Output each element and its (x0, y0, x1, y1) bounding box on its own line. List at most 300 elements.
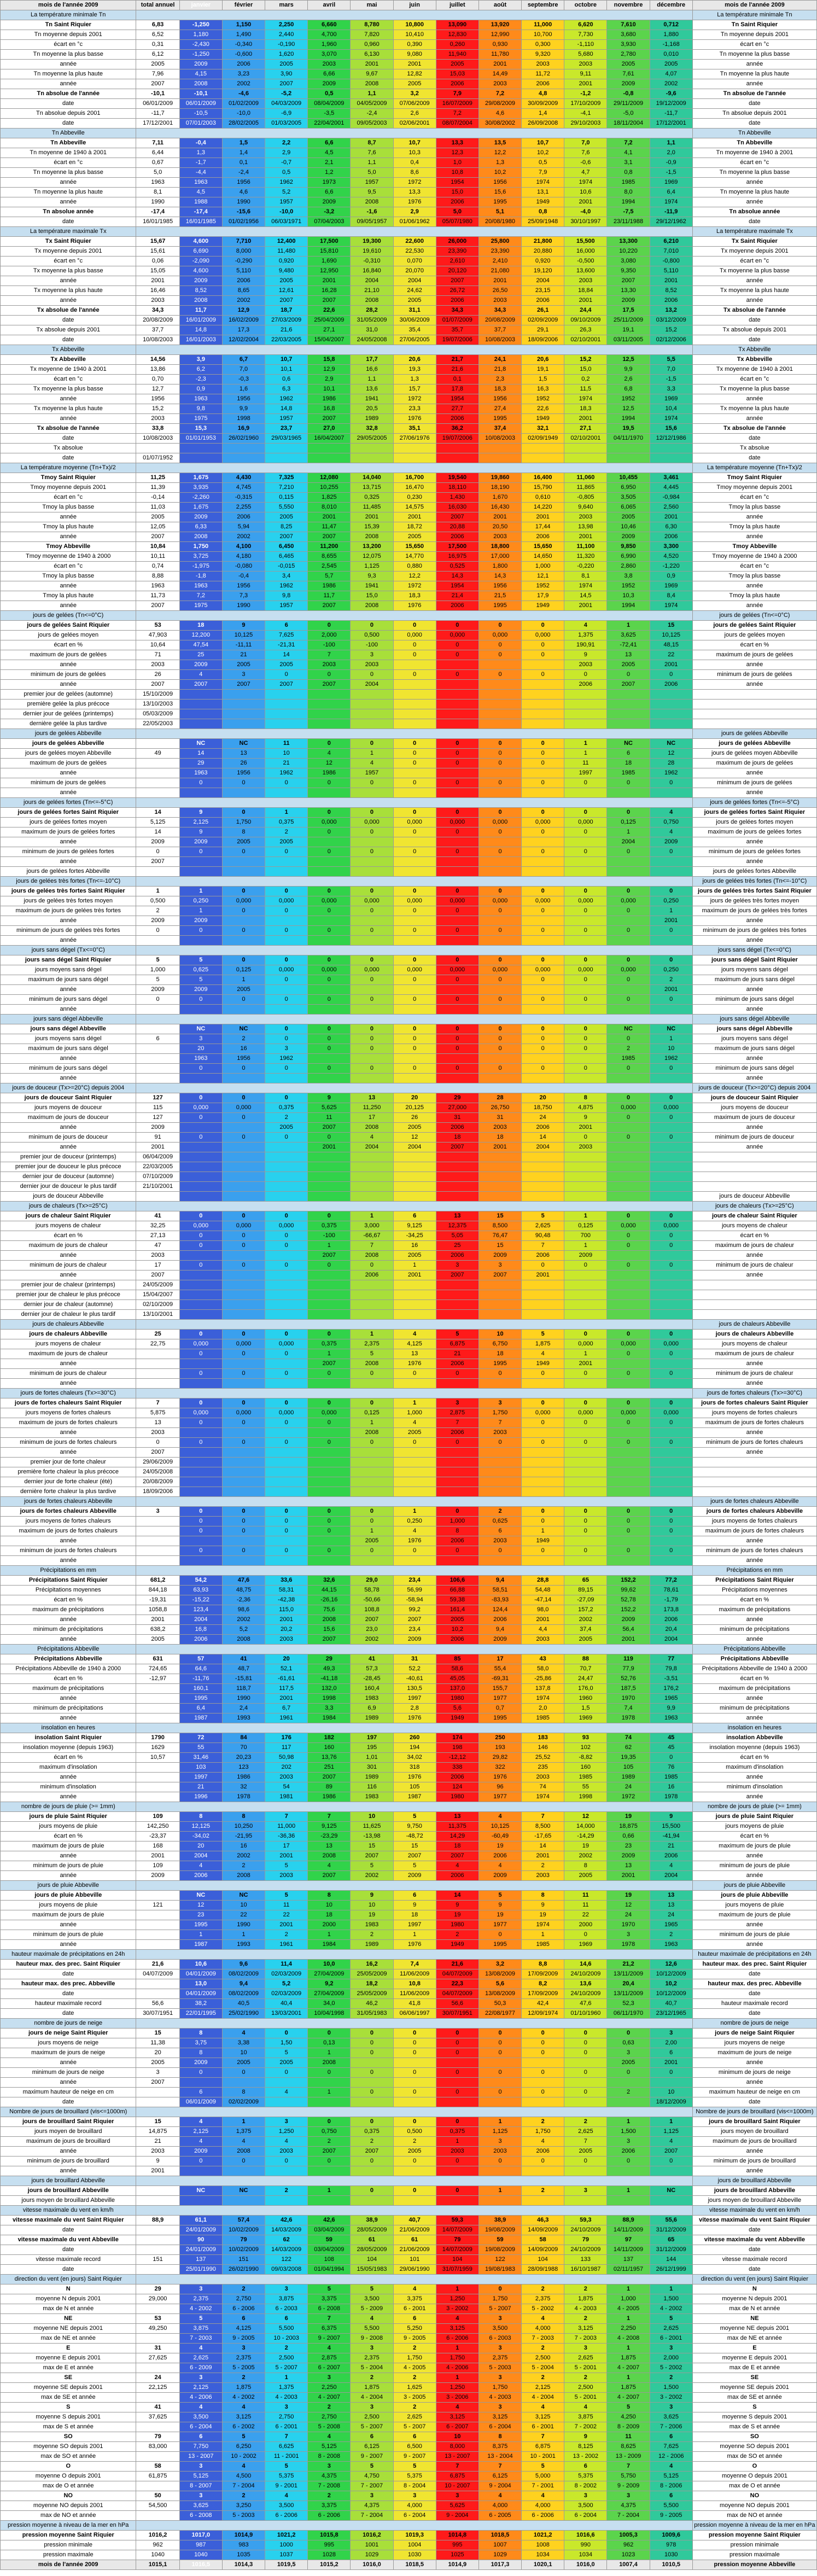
month-value: -2,260 (179, 493, 222, 503)
month-value: 1975 (179, 414, 222, 424)
month-value: 2 (393, 2344, 436, 2353)
section-fill (136, 463, 692, 473)
month-value: -50,66 (351, 1595, 393, 1605)
month-value: 41 (222, 1654, 265, 1664)
month-value: 74 (607, 1733, 650, 1743)
month-value: 5,94 (222, 522, 265, 532)
month-value: 0,2 (564, 375, 607, 384)
month-value (351, 690, 393, 700)
row-label-right: NE (692, 2314, 816, 2324)
row-label: jours moyens de pluie (1, 1822, 136, 1832)
month-value: 2005 (393, 532, 436, 542)
month-value: 0,000 (179, 1103, 222, 1113)
row-label-right: vitesse maximale du vent Saint Riquier (692, 2216, 816, 2225)
month-value (564, 2058, 607, 2068)
row-label-right: date (692, 2245, 816, 2255)
month-value: 1,620 (265, 50, 308, 60)
month-value: 2002 (222, 79, 265, 89)
month-value (478, 700, 521, 709)
month-value: 4 - 2002 (179, 2304, 222, 2314)
month-value: 6 (478, 1526, 521, 1536)
month-value (478, 1487, 521, 1497)
table-row (1, 1861, 817, 1871)
section-title-right: jours sans dégel (Tx<=0°C) (692, 946, 816, 955)
month-value (265, 1074, 308, 1083)
month-value: 8 (179, 2048, 222, 2058)
month-value: 105 (607, 1763, 650, 1773)
month-value (607, 1536, 650, 1546)
month-value: 0 (265, 2068, 308, 2078)
month-value: 0,000 (179, 1408, 222, 1418)
row-total: 10,84 (136, 542, 179, 552)
section-title: Nombre de jours de brouillard (vis<=1000m) (1, 2107, 136, 2117)
month-value: 2006 (650, 1851, 692, 1861)
month-value (607, 1448, 650, 1458)
month-value: 2,8 (393, 1704, 436, 1714)
month-value: 0 (436, 2117, 478, 2127)
table-row (1, 1261, 817, 1270)
month-value: 0 (436, 847, 478, 857)
row-total: 49 (136, 749, 179, 759)
month-value: 16,8 (179, 1625, 222, 1635)
month-value: 15,6 (308, 1625, 351, 1635)
month-value: 5 (393, 1861, 436, 1871)
month-value: 16/07/2009 (436, 99, 478, 109)
row-total: 109 (136, 1812, 179, 1822)
month-value: 0 (393, 2088, 436, 2097)
table-row (1, 2540, 817, 2550)
table-row (1, 2304, 817, 2314)
row-label: jours de chaleurs Abbeville (1, 1330, 136, 1339)
month-value: 1017,0 (179, 2531, 222, 2540)
month-value: 0 (222, 2068, 265, 2078)
month-value (478, 788, 521, 798)
month-value: 0 (564, 2157, 607, 2166)
month-value: 15 (351, 1841, 393, 1851)
month-value: 0 (351, 847, 393, 857)
month-value: 0,000 (650, 1103, 692, 1113)
row-total (136, 1773, 179, 1782)
month-value (607, 2166, 650, 2176)
section-title: Tn Abbeville (1, 129, 136, 138)
month-value: 10 (650, 1044, 692, 1054)
month-value: 11,250 (351, 1103, 393, 1113)
month-value: 176,0 (564, 1684, 607, 1694)
month-value: 1997 (564, 768, 607, 778)
month-value: 77 (650, 1654, 692, 1664)
month-value: 1977 (478, 1792, 521, 1802)
row-total: 41 (136, 2403, 179, 2412)
month-value: 0 (478, 975, 521, 985)
month-value (607, 985, 650, 995)
month-value: 7,2 (436, 109, 478, 119)
month-value: 17,8 (436, 384, 478, 394)
month-value (351, 1182, 393, 1192)
month-value: 0 (308, 1546, 351, 1556)
month-value: 4 (265, 2088, 308, 2097)
month-value: 0 (308, 621, 351, 631)
table-row (1, 2255, 817, 2265)
month-value (522, 1379, 564, 1389)
month-value: 0 (393, 887, 436, 896)
month-value: 0 (351, 1024, 393, 1034)
row-total: 0 (136, 847, 179, 857)
row-total: -19,31 (136, 1595, 179, 1605)
table-row (1, 1143, 817, 1152)
month-value (393, 1074, 436, 1083)
month-value: 12,82 (393, 69, 436, 79)
month-value: 1,825 (308, 493, 351, 503)
row-total: 0,500 (136, 896, 179, 906)
month-value: 15,39 (351, 522, 393, 532)
month-value: 2 (522, 2344, 564, 2353)
month-value: 20 (522, 1093, 564, 1103)
month-value: 1037 (265, 2550, 308, 2560)
table-row (1, 522, 817, 532)
month-value: 24 (607, 1782, 650, 1792)
row-total (136, 768, 179, 778)
row-label: maximum de jours de gelées fortes (1, 827, 136, 837)
month-value: 21,7 (436, 355, 478, 365)
month-value: 01/10/1960 (564, 2009, 607, 2019)
month-value (265, 1428, 308, 1438)
row-total (136, 1024, 179, 1034)
row-label-right: année (692, 768, 816, 778)
row-label-right: jours de douceur Saint Riquier (692, 1093, 816, 1103)
month-value (564, 1379, 607, 1389)
month-value (308, 985, 351, 995)
month-value: 29 (308, 1654, 351, 1664)
month-value: 0 (650, 1398, 692, 1408)
month-value: 8 - 2004 (393, 2481, 436, 2491)
month-value: 62 (607, 1743, 650, 1753)
month-value: 24,4 (564, 306, 607, 316)
month-value: 23/12/1965 (650, 2009, 692, 2019)
section-title-right: nombre de jours de neige (692, 2019, 816, 2029)
month-value (179, 444, 222, 453)
month-value: 3 (607, 2048, 650, 2058)
month-value: 1023 (607, 2550, 650, 2560)
row-total: 11,38 (136, 2038, 179, 2048)
month-value: 35,7 (436, 325, 478, 335)
row-label: dernière forte chaleur la plus tardive (1, 1487, 136, 1497)
table-row (1, 1034, 817, 1044)
month-value (222, 1300, 265, 1310)
month-value: 2007 (351, 2147, 393, 2157)
month-value: 0 (351, 1044, 393, 1054)
month-value: 17,500 (436, 542, 478, 552)
row-total: 30/07/1951 (136, 2009, 179, 2019)
month-value: 21,800 (522, 237, 564, 247)
month-value: 13,5 (478, 138, 521, 148)
month-value (393, 1182, 436, 1192)
month-value: 0 (436, 749, 478, 759)
month-value (222, 1074, 265, 1083)
month-value: 22/01/1995 (179, 2009, 222, 2019)
month-value (436, 2097, 478, 2107)
month-value (650, 857, 692, 867)
row-label-right (692, 700, 816, 709)
month-value: 5 (607, 2403, 650, 2412)
month-value: 2007 (308, 1251, 351, 1261)
month-value: 19,610 (351, 247, 393, 257)
month-value: 0 (564, 926, 607, 936)
month-value: 14,3 (478, 572, 521, 581)
row-total: 49,250 (136, 2324, 179, 2334)
row-total (136, 2511, 179, 2521)
month-value: 22/03/2005 (265, 335, 308, 345)
row-label: premier jour de douceur le plus précoce (1, 1162, 136, 1172)
month-value: 4 (564, 2403, 607, 2412)
row-label-right: jours de chaleurs Abbeville (692, 1330, 816, 1339)
month-value: 0 (607, 1034, 650, 1044)
row-total: 15/04/2007 (136, 1290, 179, 1300)
row-label: Tn absolue depuis 2001 (1, 109, 136, 119)
month-value: 30/06/2009 (393, 316, 436, 325)
month-value: 11,000 (522, 20, 564, 30)
month-value: 41 (351, 1654, 393, 1664)
month-value: 10,125 (478, 1822, 521, 1832)
month-value: 1949 (522, 414, 564, 424)
month-value: 09/10/2009 (564, 316, 607, 325)
month-value: 13,600 (564, 266, 607, 276)
month-value: 13,300 (607, 237, 650, 247)
month-value: 14/07/2009 (436, 2225, 478, 2235)
month-value: 5 (351, 1349, 393, 1359)
month-value: 0 (607, 1526, 650, 1536)
month-value: 12,9 (222, 306, 265, 316)
month-value: 74 (522, 1782, 564, 1792)
month-value: 2,375 (351, 2353, 393, 2363)
month-value: -4,1 (564, 109, 607, 119)
table-row (1, 1595, 817, 1605)
month-value: 18/09/2006 (522, 335, 564, 345)
month-value: 20,4 (607, 1979, 650, 1989)
month-value: 0 (393, 827, 436, 837)
month-value: 14,8 (265, 404, 308, 414)
month-value: -13,98 (351, 1832, 393, 1841)
month-value: 1 (351, 1211, 393, 1221)
row-label: N (1, 2284, 136, 2294)
month-value: 0 (522, 1517, 564, 1526)
month-value: 20,4 (650, 1625, 692, 1635)
month-value: 11,7 (179, 306, 222, 316)
month-value: 1,625 (393, 2383, 436, 2393)
month-value: 0 (308, 1438, 351, 1448)
row-total: 2007 (136, 680, 179, 690)
month-value: 3,8 (607, 572, 650, 581)
month-value: 20/08/2009 (478, 316, 521, 325)
row-total: 631 (136, 1654, 179, 1664)
month-value: 8 (478, 2432, 521, 2442)
month-value: 4 - 2003 (265, 2393, 308, 2403)
month-value (265, 1359, 308, 1369)
month-value: 0 (607, 1133, 650, 1143)
month-value: NC (650, 1024, 692, 1034)
month-value (650, 1290, 692, 1300)
month-value: -1,7 (179, 158, 222, 168)
month-value: 21,2 (607, 1960, 650, 1969)
month-value: -4,4 (179, 168, 222, 178)
month-value (436, 936, 478, 946)
month-value: 19 (478, 1841, 521, 1851)
month-value: 1 (265, 808, 308, 818)
row-label: E (1, 2344, 136, 2353)
row-total: 88,9 (136, 2216, 179, 2225)
month-value: 2 (522, 1861, 564, 1871)
month-value: 0 (222, 1438, 265, 1448)
month-value: 2006 (436, 1536, 478, 1546)
month-value (265, 916, 308, 926)
row-total: 2001 (136, 1615, 179, 1625)
footer-month-value: 1016,0 (564, 2560, 607, 2570)
month-value: 2004 (351, 276, 393, 286)
row-total: 2007 (136, 857, 179, 867)
row-label: année (1, 276, 136, 286)
month-value: 0,375 (265, 1103, 308, 1113)
month-value: -36,36 (265, 1832, 308, 1841)
month-value: 02/06/2001 (393, 119, 436, 129)
month-value: 16,470 (393, 483, 436, 493)
month-value: 3,375 (393, 2294, 436, 2304)
month-value: 47,6 (564, 1999, 607, 2009)
month-value: 10,255 (308, 483, 351, 493)
row-label: maximum de jours de fortes chaleurs (1, 1418, 136, 1428)
month-value: 2006 (522, 1251, 564, 1261)
month-value: 13 - 2007 (179, 2452, 222, 2462)
month-value: 1014,8 (436, 2531, 478, 2540)
month-value: 2,375 (522, 2294, 564, 2304)
row-total: -12,97 (136, 1674, 179, 1684)
row-total: 2001 (136, 1851, 179, 1861)
month-value: 19,540 (436, 473, 478, 483)
month-value (179, 1448, 222, 1458)
month-value (478, 1054, 521, 1064)
month-value: 1985 (564, 1773, 607, 1782)
month-value (522, 2058, 564, 2068)
month-value: 6,750 (478, 1339, 521, 1349)
month-value: 2005 (607, 512, 650, 522)
footer-month-value: 1017,3 (478, 2560, 521, 2570)
month-value: 18 (478, 1349, 521, 1359)
month-value: 29/08/2009 (478, 99, 521, 109)
month-value (478, 1556, 521, 1566)
month-value: 0,66 (607, 1832, 650, 1841)
month-value: 8,6 (393, 168, 436, 178)
month-value: 3 (478, 2137, 521, 2147)
month-value: 7 - 2007 (351, 2481, 393, 2491)
month-value: 6,125 (351, 2442, 393, 2452)
month-value: -61,61 (265, 1674, 308, 1684)
month-value: 7,9 (522, 168, 564, 178)
row-label-right: Tn Saint Riquier (692, 20, 816, 30)
month-value: 152,2 (607, 1605, 650, 1615)
month-value (351, 1162, 393, 1172)
row-label: jours moyens de fortes chaleurs (1, 1517, 136, 1526)
row-label: max de E et année (1, 2363, 136, 2373)
month-value: 2 (308, 2403, 351, 2412)
row-label-right: jours de gelées moyen (692, 631, 816, 640)
row-label-right: S (692, 2403, 816, 2412)
month-value: 0 (607, 1369, 650, 1379)
month-value: 10,220 (607, 247, 650, 257)
month-value: 02/11/1957 (607, 2265, 650, 2275)
row-label: premier jour de chaleur le plus précoce (1, 1290, 136, 1300)
table-row (1, 109, 817, 119)
table-row (1, 1438, 817, 1448)
month-value: 962 (607, 2540, 650, 2550)
month-value: 0 (650, 1507, 692, 1517)
month-value: 10,455 (607, 473, 650, 483)
month-value (478, 936, 521, 946)
row-label-right: année (692, 1251, 816, 1261)
section-fill (136, 946, 692, 955)
month-value: 0,63 (607, 2038, 650, 2048)
month-value: 0 (436, 2029, 478, 2038)
month-value: 0 (179, 1330, 222, 1339)
month-value: 7 (265, 1812, 308, 1822)
month-value: 2 (265, 1113, 308, 1123)
month-value: 3 (607, 2137, 650, 2147)
month-value: 4 (393, 2284, 436, 2294)
month-value: 20/08/1980 (478, 217, 521, 227)
row-total: 05/03/2009 (136, 709, 179, 719)
month-value: 2006 (650, 680, 692, 690)
month-value: -3,2 (308, 207, 351, 217)
month-value: 1 (393, 1261, 436, 1270)
row-total: 2007 (136, 532, 179, 542)
footer-month-value: 1019,5 (265, 2560, 308, 2570)
month-value: 5,680 (564, 50, 607, 60)
row-label-right: Tx Abbeville (692, 355, 816, 365)
month-value (436, 1310, 478, 1320)
month-value (222, 1123, 265, 1133)
footer-month-value: 1018,5 (393, 2560, 436, 2570)
row-total: 27,13 (136, 1231, 179, 1241)
month-value (308, 857, 351, 867)
row-label-right: minimum de jours de neige (692, 2068, 816, 2078)
row-total (136, 1940, 179, 1950)
month-value: 11,200 (308, 542, 351, 552)
month-value: 9 - 2007 (308, 2334, 351, 2344)
month-value: 9 (564, 650, 607, 660)
month-value: 2005 (564, 1635, 607, 1645)
month-value: 6,375 (308, 2324, 351, 2334)
month-value: 14 (522, 1841, 564, 1851)
table-row (1, 2078, 817, 2088)
row-label: année (1, 414, 136, 424)
row-label-right: année (692, 1694, 816, 1704)
month-value: -0,310 (351, 257, 393, 266)
section-title: nombre de jours de pluie (>= 1mm) (1, 1802, 136, 1812)
month-value: 5 - 2007 (393, 2422, 436, 2432)
month-value: 18 (393, 1910, 436, 1920)
month-value: 59,3 (564, 2216, 607, 2225)
section-header (1, 129, 817, 138)
month-value: 2001 (607, 1871, 650, 1881)
row-label-right (692, 709, 816, 719)
month-value: 11,060 (564, 473, 607, 483)
month-value: 7 - 2003 (179, 2334, 222, 2344)
month-value: 0 (308, 670, 351, 680)
month-value: 29,82 (478, 1753, 521, 1763)
month-value: 1 (351, 749, 393, 759)
table-row (1, 355, 817, 365)
table-row (1, 1635, 817, 1645)
month-value: 0,000 (393, 631, 436, 640)
month-value: 4,6 (478, 109, 521, 119)
month-value: 5 (265, 1891, 308, 1901)
